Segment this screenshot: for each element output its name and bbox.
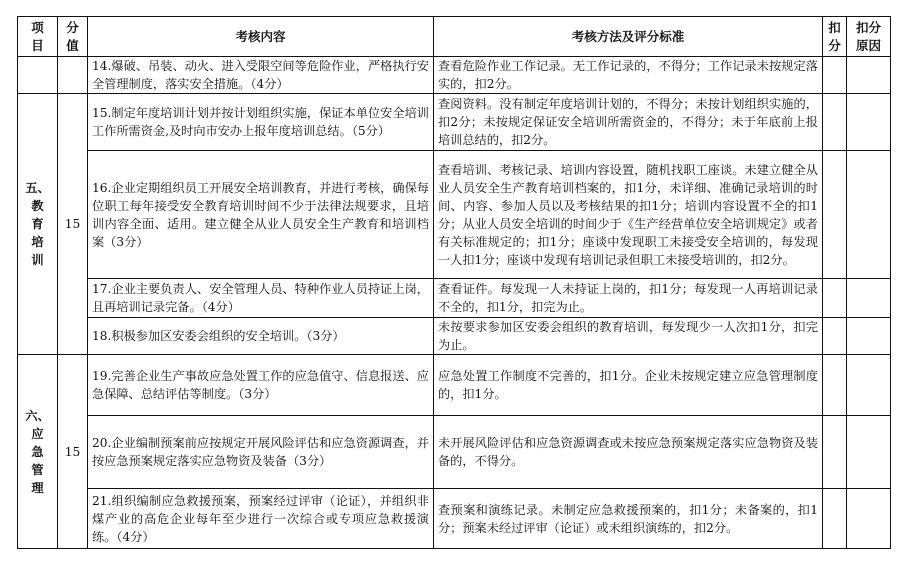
- method-cell: 查阅资料。没有制定年度培训计划的，不得分；未按计划组织实施的，扣2分；未按规定保证安全培训所需资金的，不得分；未于年底前上报培训总结的，扣2分。: [434, 94, 823, 151]
- reason-cell: [847, 416, 891, 489]
- group-name-education: 五、 教 育 培 训: [18, 94, 58, 355]
- table-row-21: [18, 489, 891, 549]
- deduct-cell: [823, 151, 847, 279]
- content-cell: 15.制定年度培训计划并按计划组织实施，保证本单位安全培训工作所需资金,及时向市安办上报年度培训总结。（5分）: [88, 94, 434, 151]
- deduct-cell: [823, 279, 847, 318]
- points-header: 分 值: [58, 17, 88, 57]
- reason-header: 扣分 原因: [847, 17, 891, 57]
- deduct-cell: [823, 318, 847, 355]
- deduct-cell: [823, 416, 847, 489]
- reason-cell: [847, 94, 891, 151]
- content-cell: 18.积极参加区安委会组织的安全培训。（3分）: [88, 318, 434, 355]
- group-name-emergency: 六、 应 急 管 理: [18, 355, 58, 549]
- reason-cell: [847, 489, 891, 549]
- project-header: 项 目: [18, 17, 58, 57]
- deduct-cell: [823, 355, 847, 416]
- method-cell: 查看培训、考核记录、培训内容设置，随机找职工座谈。未建立健全从业人员安全生产教育培训档案的，扣1分，未详细、准确记录培训的时间、内容、参加人员以及考核结果的扣1分；培训内容设置不全的扣1分；从业人员安全培训的时间少于《生产经营单位安全培训规定》或者有关标准规定的；扣1分；座谈中发现职工未接受安全培训的，每发现一人扣1分；座谈中发现有培训记录但职工未接受培训的，扣2分。: [434, 151, 823, 279]
- content-cell: 17.企业主要负责人、安全管理人员、特种作业人员持证上岗，且再培训记录完备。（4分）: [88, 279, 434, 318]
- deduct-cell: [823, 57, 847, 94]
- content-cell: 16.企业定期组织员工开展安全培训教育，并进行考核，确保每位职工每年接受安全教育培训时间不少于法律法规要求，且培训内容全面、适用。建立健全从业人员安全生产教育和培训档案（3分）: [88, 151, 434, 279]
- table-row-14: [18, 57, 891, 94]
- group-points: 15: [58, 355, 88, 549]
- content-cell: 19.完善企业生产事故应急处置工作的应急值守、信息报送、应急保障、总结评估等制度。（3分）: [88, 355, 434, 416]
- table-row-20: [18, 416, 891, 489]
- method-cell: 应急处置工作制度不完善的，扣1分。企业未按规定建立应急管理制度的，扣1分。: [434, 355, 823, 416]
- reason-cell: [847, 355, 891, 416]
- group-points: 15: [58, 94, 88, 355]
- content-cell: 14.爆破、吊装、动火、进入受限空间等危险作业，严格执行安全管理制度，落实安全措施。（4分）: [88, 57, 434, 94]
- points-cell-empty: [58, 57, 88, 94]
- reason-cell: [847, 57, 891, 94]
- deduct-cell: [823, 94, 847, 151]
- reason-cell: [847, 279, 891, 318]
- table-row-17: [18, 279, 891, 318]
- method-cell: 未按要求参加区安委会组织的教育培训，每发现少一人次扣1分，扣完为止。: [434, 318, 823, 355]
- table-row-16: [18, 151, 891, 279]
- table-row-18: [18, 318, 891, 355]
- table-row-15: [18, 94, 891, 151]
- item-cell-empty: [18, 57, 58, 94]
- method-cell: 查看危险作业工作记录。无工作记录的，不得分；工作记录未按规定落实的，扣2分。: [434, 57, 823, 94]
- deduct-cell: [823, 489, 847, 549]
- method-cell: 查看证件。每发现一人未持证上岗的，扣1分；每发现一人再培训记录不全的，扣1分，扣完为止。: [434, 279, 823, 318]
- deduct-header: 扣 分: [823, 17, 847, 57]
- header-row: [18, 17, 891, 57]
- table-row-19: [18, 355, 891, 416]
- reason-cell: [847, 318, 891, 355]
- method-cell: 未开展风险评估和应急资源调查或未按应急预案规定落实应急物资及装备的，不得分。: [434, 416, 823, 489]
- content-cell: 20.企业编制预案前应按规定开展风险评估和应急资源调查，并按应急预案规定落实应急物资及装备（3分）: [88, 416, 434, 489]
- method-header: 考核方法及评分标准: [434, 17, 823, 57]
- content-header: 考核内容: [88, 17, 434, 57]
- content-cell: 21.组织编制应急救援预案，预案经过评审（论证），并组织非煤产业的高危企业每年至少进行一次综合或专项应急救援演练。（4分）: [88, 489, 434, 549]
- reason-cell: [847, 151, 891, 279]
- assessment-table: [17, 16, 891, 549]
- method-cell: 查预案和演练记录。未制定应急救援预案的，扣1分；未备案的，扣1分；预案未经过评审（论证）或未组织演练的，扣2分。: [434, 489, 823, 549]
